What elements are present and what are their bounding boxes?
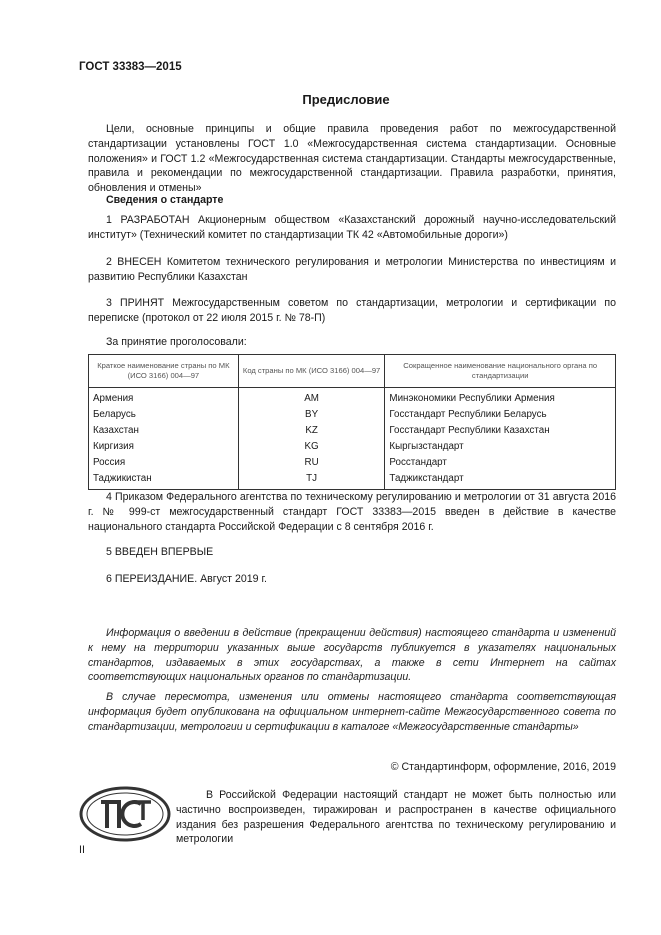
cell-code: BY bbox=[238, 407, 385, 423]
cell-code: AM bbox=[238, 388, 385, 408]
intro-paragraph: Цели, основные принципы и общие правила проведения работ по межгосударственной стандартизации установлены ГОСТ 1.0 «Межгосударственная система стандартизации. Основные положения» и ГОСТ 1.2 «Межгосударственная система стандартизации. Стандарты межгосударственные, правила и рекомендации по межгосударственной стандартизации. Правила разработки, принятия, обновления и отмены» bbox=[88, 123, 616, 195]
cell-country: Казахстан bbox=[89, 423, 239, 439]
cell-body: Росстандарт bbox=[385, 455, 616, 471]
voting-table bbox=[88, 354, 616, 490]
document-code: ГОСТ 33383—2015 bbox=[79, 61, 182, 73]
cell-country: Армения bbox=[89, 388, 239, 408]
cell-code: RU bbox=[238, 455, 385, 471]
item-order: 4 Приказом Федерального агентства по техническому регулированию и метрологии от 31 августа 2016 г. № 999-ст межгосударственный стандарт ГОСТ 33383—2015 введен в действие в качестве национального стандарта Российской Федерации с 8 сентября 2016 г. bbox=[88, 491, 616, 533]
table-row bbox=[89, 423, 616, 439]
table-row bbox=[89, 439, 616, 455]
page-title: Предисловие bbox=[302, 92, 390, 107]
header-country: Краткое наименование страны по МК (ИСО 3166) 004—97 bbox=[89, 355, 239, 388]
cell-country: Россия bbox=[89, 455, 239, 471]
header-body: Сокращенное наименование национального органа по стандартизации bbox=[385, 355, 616, 388]
cell-body: Минэкономики Республики Армения bbox=[385, 388, 616, 408]
page-number: II bbox=[79, 844, 85, 856]
cell-body: Кыргызстандарт bbox=[385, 439, 616, 455]
voted-label: За принятие проголосовали: bbox=[106, 336, 247, 348]
cell-body: Госстандарт Республики Беларусь bbox=[385, 407, 616, 423]
cell-code: TJ bbox=[238, 471, 385, 490]
copyright: © Стандартинформ, оформление, 2016, 2019 bbox=[390, 761, 616, 773]
section-subtitle: Сведения о стандарте bbox=[106, 194, 224, 206]
table-row bbox=[89, 455, 616, 471]
cell-body: Госстандарт Республики Казахстан bbox=[385, 423, 616, 439]
cell-code: KG bbox=[238, 439, 385, 455]
legal-notice: В Российской Федерации настоящий стандарт не может быть полностью или частично воспроизведен, тиражирован и распространен в качестве официального издания без разрешения Федерального агентства по техническому регулированию и метрологии bbox=[176, 789, 616, 846]
info-paragraph-2: В случае пересмотра, изменения или отмены настоящего стандарта соответствующая информация будет опубликована на официальном интернет-сайте Межгосударственного совета по стандартизации, метрологии и сертификации в каталоге «Межгосударственные стандарты» bbox=[88, 691, 616, 733]
header-code: Код страны по МК (ИСО 3166) 004—97 bbox=[238, 355, 385, 388]
table-row bbox=[89, 388, 616, 408]
cell-country: Беларусь bbox=[89, 407, 239, 423]
table-row bbox=[89, 471, 616, 490]
item-introduced: 2 ВНЕСЕН Комитетом технического регулирования и метрологии Министерства по инвестициям и развитию Республики Казахстан bbox=[88, 256, 616, 283]
cell-country: Киргизия bbox=[89, 439, 239, 455]
table-row bbox=[89, 407, 616, 423]
cell-body: Таджикстандарт bbox=[385, 471, 616, 490]
pct-certification-logo-icon bbox=[79, 786, 171, 842]
table-header-row bbox=[89, 355, 616, 388]
cell-country: Таджикистан bbox=[89, 471, 239, 490]
info-paragraph-1: Информация о введении в действие (прекращении действия) настоящего стандарта и изменений к нему на территории указанных выше государств публикуется в указателях национальных стандартов, издаваемых в этих государствах, а также в сети Интернет на сайтах соответствующих национальных органов по стандартизации. bbox=[88, 627, 616, 684]
item-developed: 1 РАЗРАБОТАН Акционерным обществом «Казахстанский дорожный научно-исследовательский институт» (Технический комитет по стандартизации ТК 42 «Автомобильные дороги») bbox=[88, 214, 616, 241]
item-reissue: 6 ПЕРЕИЗДАНИЕ. Август 2019 г. bbox=[106, 573, 267, 585]
cell-code: KZ bbox=[238, 423, 385, 439]
item-adopted: 3 ПРИНЯТ Межгосударственным советом по стандартизации, метрологии и сертификации по переписке (протокол от 22 июля 2015 г. № 78-П) bbox=[88, 297, 616, 324]
item-first: 5 ВВЕДЕН ВПЕРВЫЕ bbox=[106, 546, 214, 558]
